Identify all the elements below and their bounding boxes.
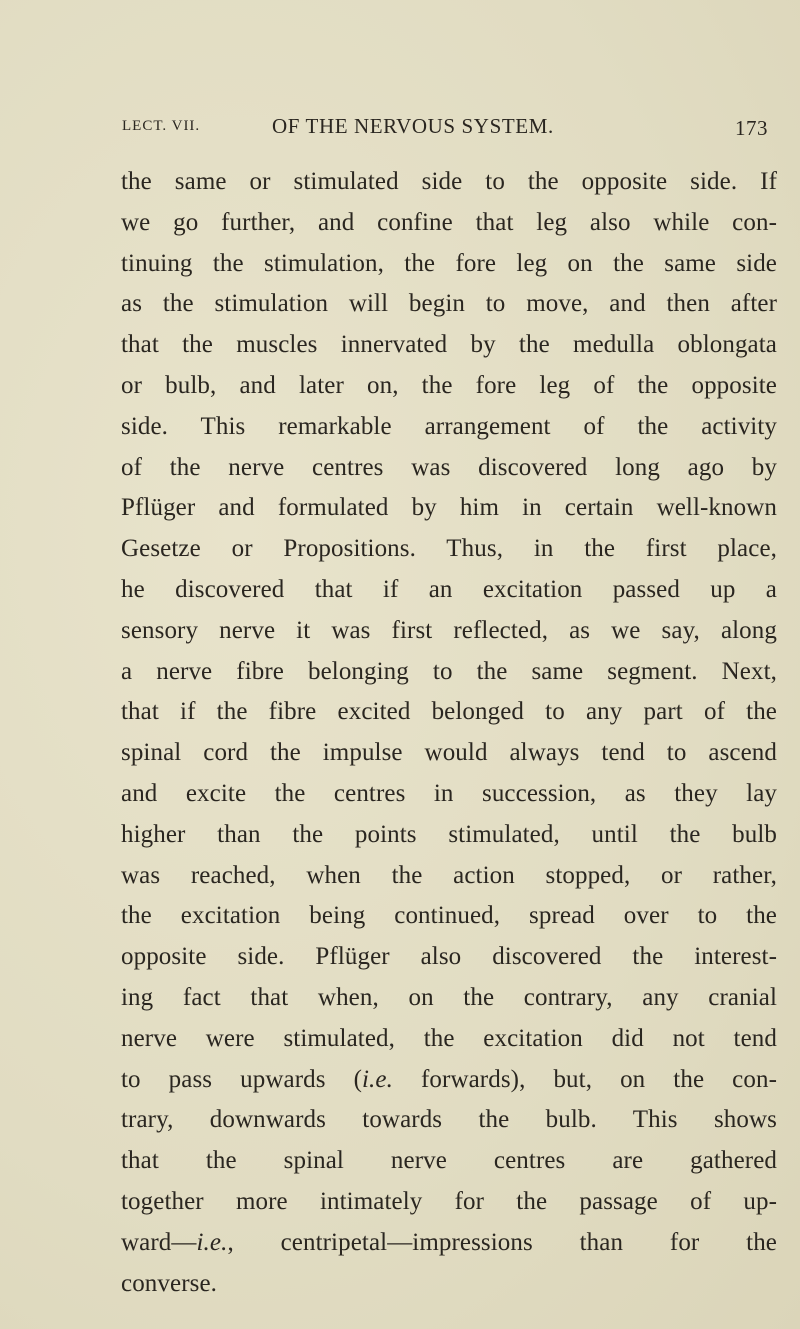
text-line: converse.: [121, 1269, 217, 1297]
text-line: as the stimulation will begin to move, and then after: [121, 290, 777, 318]
text-line: the excitation being continued, spread over to the: [121, 902, 777, 930]
text-segment: , centripetal—impressions than for the: [227, 1228, 777, 1256]
text-line: together more intimately for the passage of up-: [121, 1187, 777, 1215]
text-line: nerve were stimulated, the excitation did not tend: [121, 1024, 777, 1052]
text-line: that the spinal nerve centres are gathered: [121, 1147, 777, 1175]
body-paragraph: [121, 162, 777, 1304]
page-number: 173: [735, 116, 768, 140]
lecture-number: LECT. VII.: [122, 118, 201, 134]
text-line: or bulb, and later on, the fore leg of the opposite: [121, 371, 777, 399]
italic-abbreviation: i.e.: [196, 1228, 228, 1256]
text-line: [121, 1223, 777, 1264]
text-line: Pflüger and formulated by him in certain well-known: [121, 494, 777, 522]
text-line: tinuing the stimulation, the fore leg on the same side: [121, 249, 777, 277]
text-line: spinal cord the impulse would always tend to ascend: [121, 739, 777, 767]
text-line: the same or stimulated side to the opposite side. If: [121, 168, 777, 195]
text-segment: forwards), but, on the con-: [392, 1065, 777, 1093]
text-line: of the nerve centres was discovered long ago by: [121, 453, 777, 481]
text-line: trary, downwards towards the bulb. This shows: [121, 1106, 777, 1134]
text-line: a nerve fibre belonging to the same segment. Next,: [121, 657, 777, 685]
text-line: that the muscles innervated by the medulla oblongata: [121, 331, 777, 359]
text-segment: to pass upwards (: [121, 1065, 363, 1093]
italic-abbreviation: i.e.: [362, 1065, 393, 1093]
running-head: [122, 114, 776, 144]
text-line: that if the fibre excited belonged to any part of the: [121, 698, 777, 726]
text-line: was reached, when the action stopped, or rather,: [121, 861, 777, 889]
text-line: Gesetze or Propositions. Thus, in the first place,: [121, 535, 777, 563]
text-segment: ward—: [121, 1228, 197, 1256]
text-line: he discovered that if an excitation passed up a: [121, 575, 777, 603]
text-line: ing fact that when, on the contrary, any cranial: [121, 983, 777, 1011]
text-line: we go further, and confine that leg also while con-: [121, 208, 777, 236]
text-line: opposite side. Pflüger also discovered the interest-: [121, 943, 777, 971]
chapter-title: OF THE NERVOUS SYSTEM.: [272, 114, 554, 138]
text-line: side. This remarkable arrangement of the activity: [121, 412, 777, 440]
text-line: higher than the points stimulated, until the bulb: [121, 820, 777, 848]
text-line: sensory nerve it was first reflected, as we say, along: [121, 616, 777, 644]
text-line: and excite the centres in succession, as they lay: [121, 779, 777, 807]
text-line: [121, 1060, 777, 1101]
